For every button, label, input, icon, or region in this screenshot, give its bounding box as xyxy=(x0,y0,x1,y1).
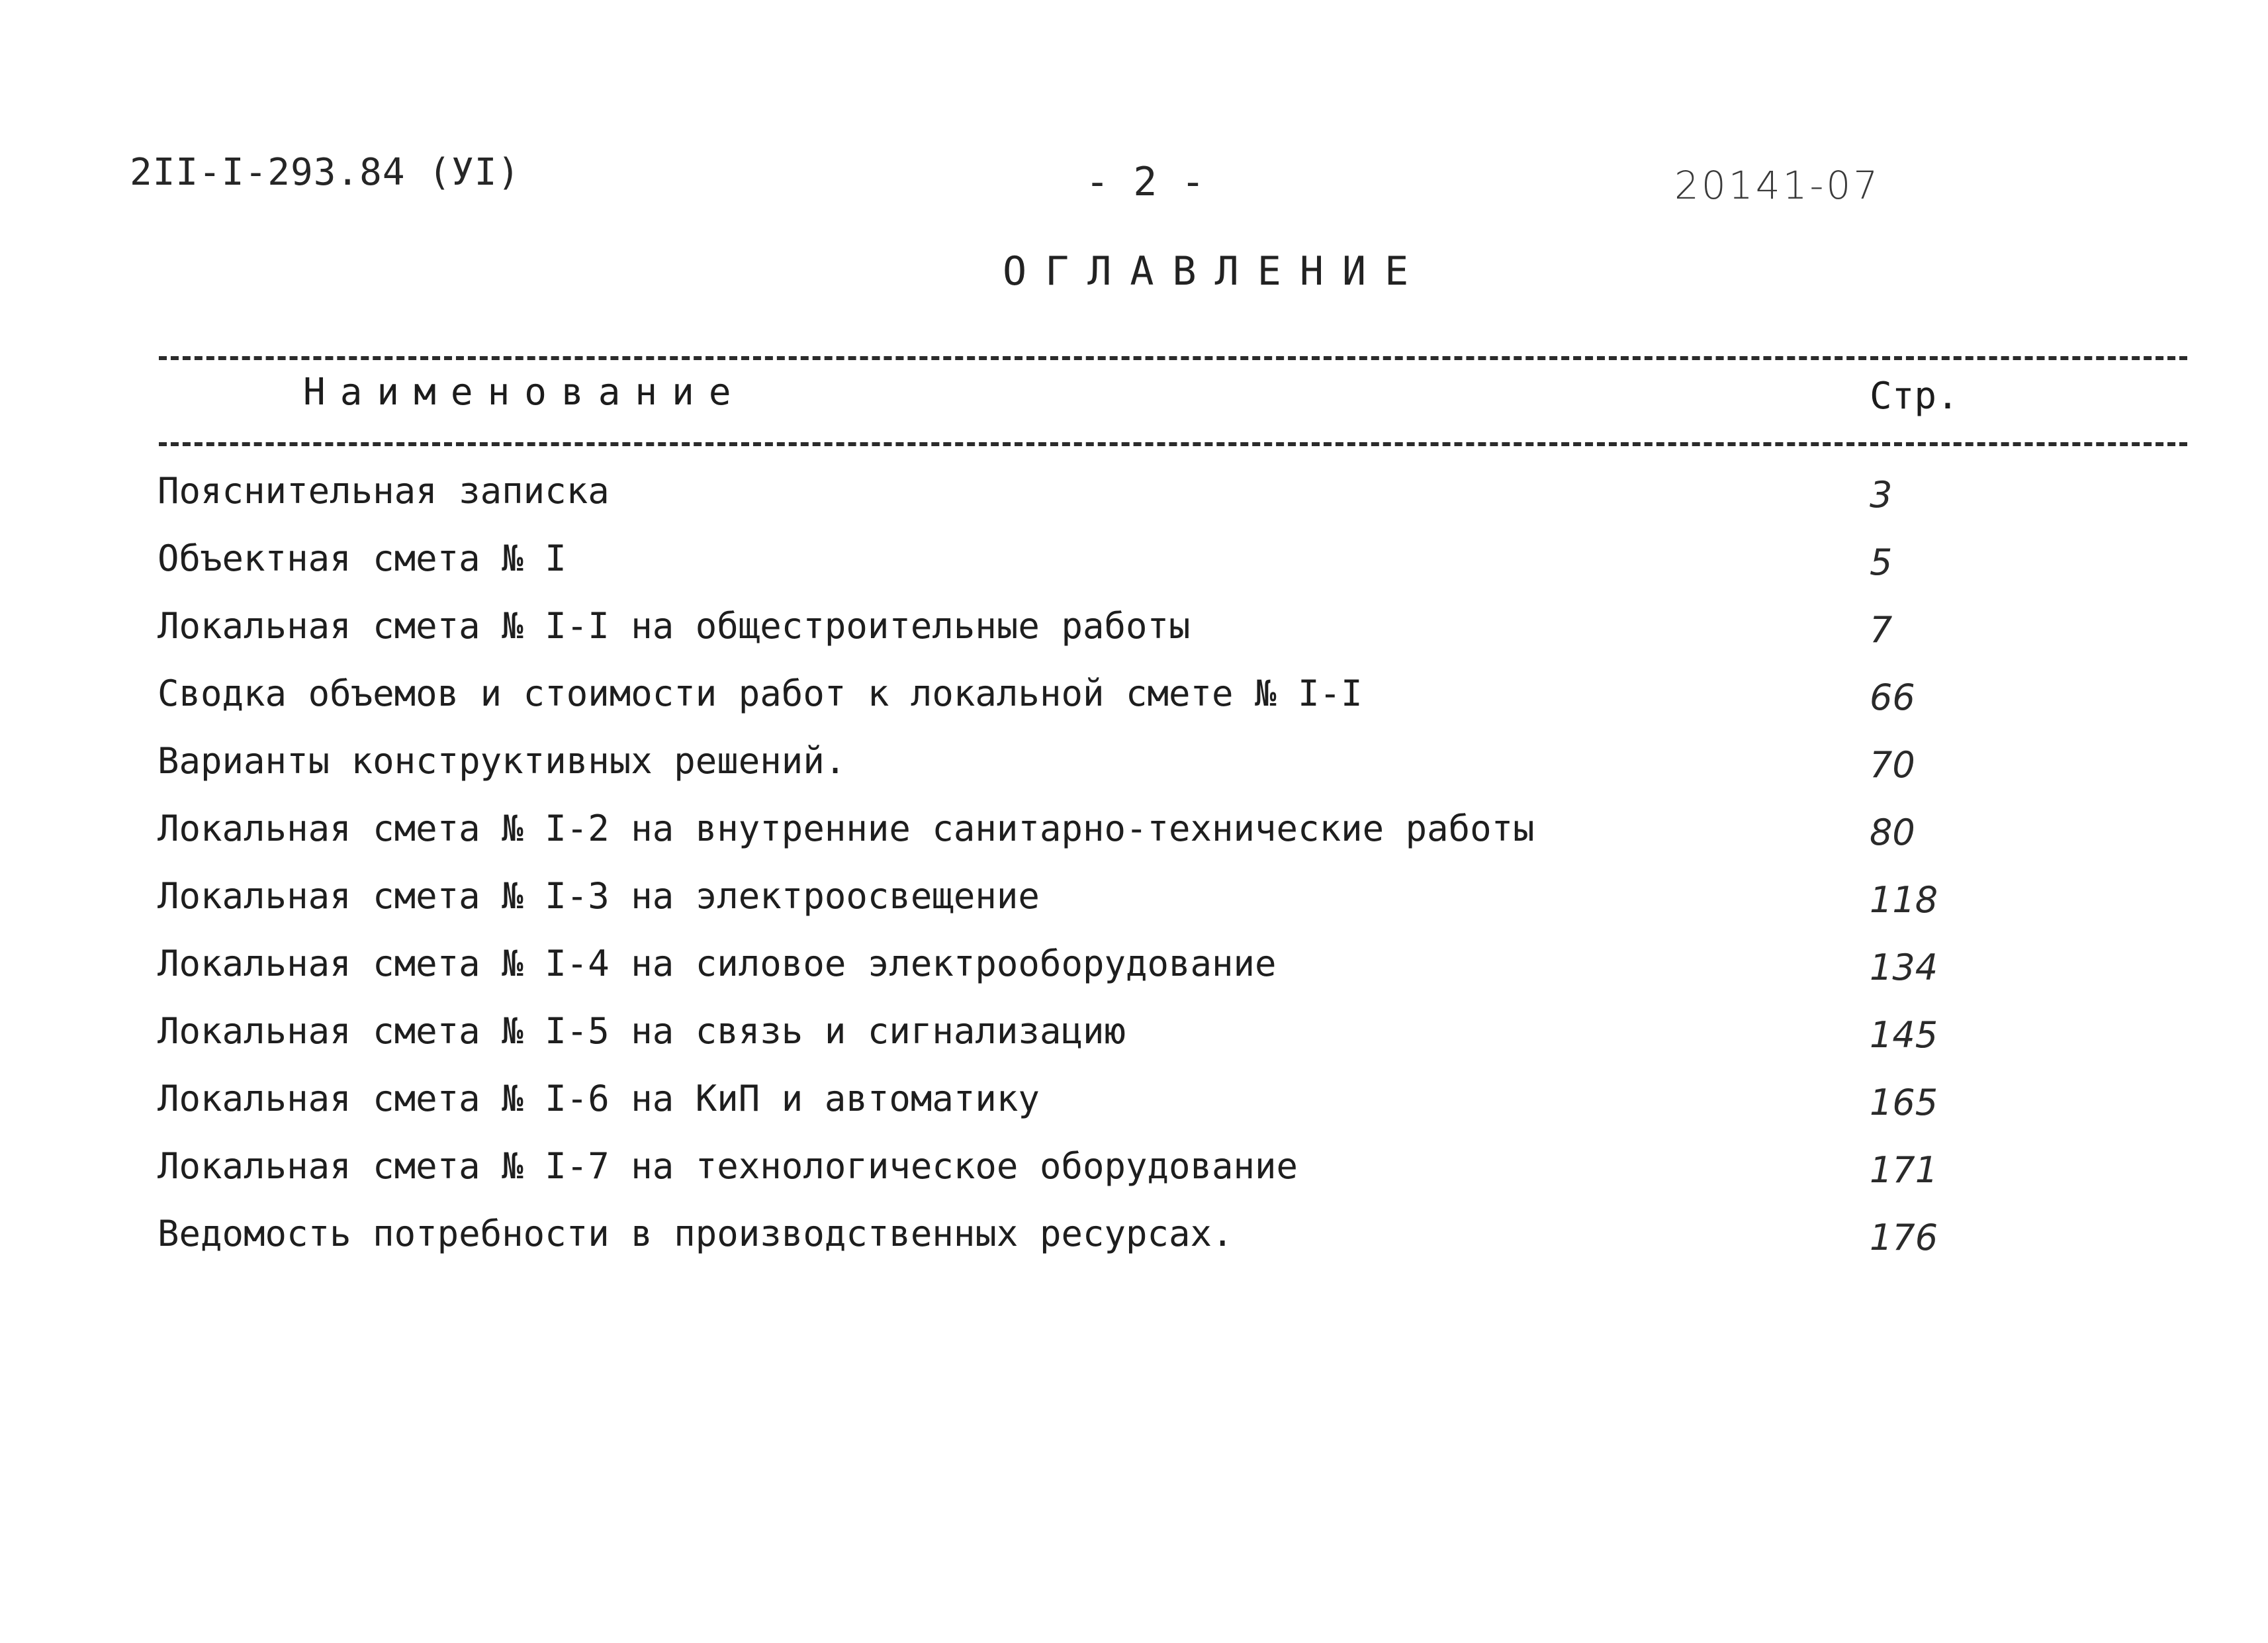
toc-row xyxy=(0,1010,2268,1063)
toc-entry-name: Ведомость потребности в производственных ресурсах. xyxy=(158,1213,1234,1254)
toc-entry-page: 70 xyxy=(1870,744,1915,786)
toc-row xyxy=(0,1078,2268,1131)
toc-entry-name: Объектная смета № I xyxy=(158,538,567,579)
toc-row xyxy=(0,875,2268,928)
page-title: ОГЛАВЛЕНИЕ xyxy=(1003,248,1428,295)
toc-row xyxy=(0,808,2268,861)
toc-entry-page: 134 xyxy=(1870,947,1938,988)
toc-entry-page: 171 xyxy=(1870,1149,1938,1191)
archive-number: 20141-07 xyxy=(1674,163,1881,208)
toc-entry-page: 5 xyxy=(1870,541,1893,583)
toc-entry-page: 66 xyxy=(1870,677,1915,718)
toc-entry-page: 80 xyxy=(1870,812,1915,853)
toc-row xyxy=(0,1213,2268,1266)
toc-entry-name: Сводка объемов и стоимости работ к локальной смете № I-I xyxy=(158,673,1363,714)
toc-row xyxy=(0,673,2268,726)
toc-row xyxy=(0,740,2268,793)
toc-entry-name: Локальная смета № I-I на общестроительные работы xyxy=(158,605,1191,647)
toc-row xyxy=(0,538,2268,590)
toc-row xyxy=(0,943,2268,996)
toc-row xyxy=(0,470,2268,523)
column-header-name: Наименование xyxy=(303,371,746,414)
toc-entry-page: 7 xyxy=(1870,609,1893,651)
toc-entry-name: Локальная смета № I-2 на внутренние санитарно-технические работы xyxy=(158,808,1535,849)
column-header-page: Стр. xyxy=(1870,375,1959,418)
toc-entry-page: 118 xyxy=(1870,879,1938,921)
toc-entry-name: Пояснительная записка xyxy=(158,470,610,512)
toc-entry-page: 145 xyxy=(1870,1014,1938,1056)
toc-entry-page: 176 xyxy=(1870,1217,1938,1258)
toc-entry-name: Локальная смета № I-6 на КиП и автоматику xyxy=(158,1078,1040,1119)
page-number: - 2 - xyxy=(1085,159,1205,205)
document-code: 2II-I-293.84 (УI) xyxy=(130,151,521,194)
toc-entry-name: Локальная смета № I-7 на технологическое оборудование xyxy=(158,1145,1298,1187)
toc-entry-name: Локальная смета № I-3 на электроосвещение xyxy=(158,875,1040,917)
toc-row xyxy=(0,1145,2268,1198)
toc-entry-page: 3 xyxy=(1870,474,1893,516)
toc-entry-page: 165 xyxy=(1870,1082,1938,1123)
toc-entry-name: Варианты конструктивных решений. xyxy=(158,740,846,782)
toc-row xyxy=(0,605,2268,658)
toc-entry-name: Локальная смета № I-5 на связь и сигнализацию xyxy=(158,1010,1126,1052)
toc-entry-name: Локальная смета № I-4 на силовое электрооборудование xyxy=(158,943,1277,984)
